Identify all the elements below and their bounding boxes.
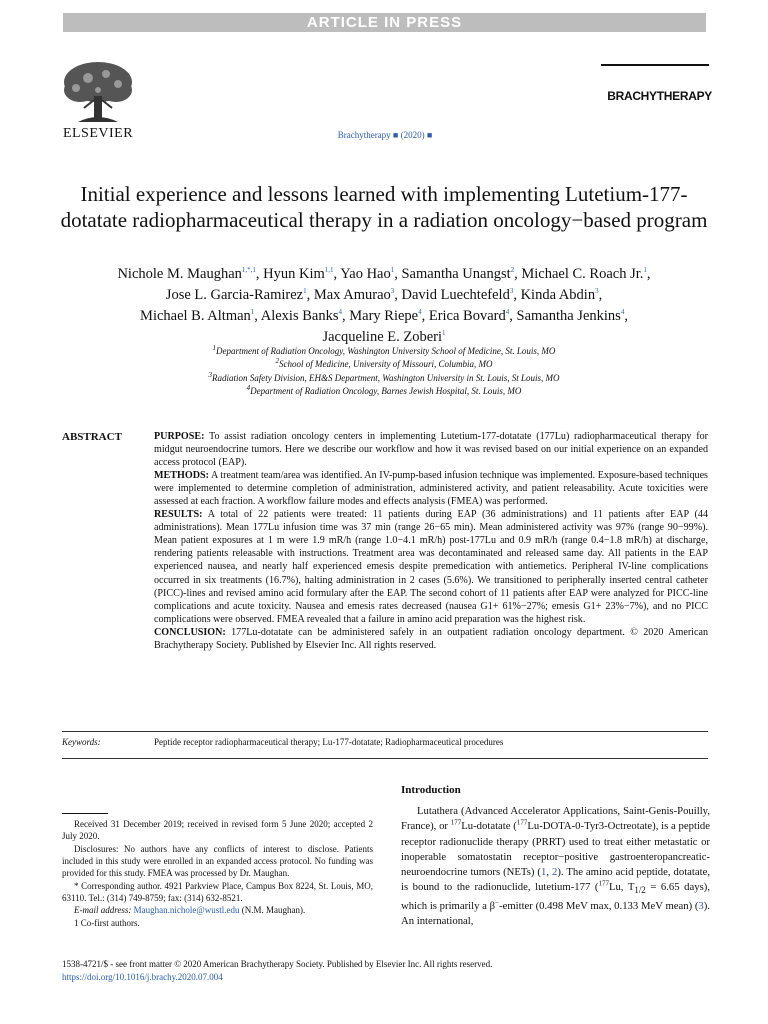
author-name: David Luechtefeld	[401, 287, 510, 303]
article-title: Initial experience and lessons learned with implementing Lutetium-177-dotatate radiopharmaceutical therapy in a radiation oncology−based program	[60, 182, 708, 232]
keywords-text: Peptide receptor radiopharmaceutical therapy; Lu-177-dotatate; Radiopharmaceutical procedures	[154, 737, 504, 747]
reference-link[interactable]: 2	[551, 866, 558, 879]
abstract-section	[154, 626, 708, 652]
author-affiliation-mark[interactable]: 4	[620, 308, 625, 317]
author-name: Jose L. Garcia-Ramirez	[165, 287, 304, 303]
email-link[interactable]: Maughan.nichole@wustl.edu	[133, 905, 240, 916]
author-name: Jacqueline E. Zoberi	[322, 329, 443, 345]
abstract-label: ABSTRACT	[62, 431, 122, 443]
reference-link[interactable]: 3	[698, 899, 704, 912]
abstract-section	[154, 469, 708, 508]
footnotes	[62, 818, 373, 929]
author-affiliation-mark[interactable]: 3	[390, 287, 395, 296]
intro-text-run: = 6.65 days), which is primarily a β	[401, 881, 710, 912]
journal-name-rule	[601, 64, 709, 66]
intro-subscript: 1/2	[634, 885, 646, 896]
intro-superscript: 177	[450, 818, 462, 827]
intro-text-run: ). An international,	[401, 899, 710, 928]
footnote-corresponding: * Corresponding author. 4921 Parkview Place, Campus Box 8224, St. Louis, MO, 63110. Tel.: (314) 749-8759; fax: (314) 632-8521.	[62, 880, 373, 904]
author-name: Samantha Jenkins	[516, 308, 621, 324]
keywords-divider	[62, 758, 708, 759]
abstract-section-heading: METHODS:	[154, 470, 209, 482]
author-affiliation-mark[interactable]: 1,*,1	[241, 266, 256, 275]
author-name: Michael B. Altman	[140, 308, 251, 324]
footnote-disclosures: Disclosures: No authors have any conflicts of interest to disclose. Patients included in this study were enrolled in an expanded access protocol. No funding was provided for this study. FMEA was processed by Dr. Maughan.	[62, 843, 373, 879]
affiliation-text: School of Medicine, University of Missouri, Columbia, MO	[279, 359, 493, 370]
intro-superscript: 177	[516, 818, 528, 827]
affiliation-text: Radiation Safety Division, EH&S Department, Washington University in St. Louis, St Louis, MO	[212, 372, 560, 383]
author-name: Kinda Abdin	[520, 287, 596, 303]
abstract-section-text: 177Lu-dotatate can be administered safely in an outpatient radiation oncology department. © 2020 American Brachytherapy Society. Published by Elsevier Inc. All rights reserved.	[154, 626, 708, 651]
affiliation-list	[100, 345, 668, 399]
abstract-section-heading: PURPOSE:	[154, 431, 205, 442]
affiliation	[100, 372, 668, 385]
doi-link[interactable]: https://doi.org/10.1016/j.brachy.2020.07.004	[62, 972, 223, 982]
intro-text-run: Lu-dotatate (	[461, 820, 517, 833]
author-name: Samantha Unangst	[401, 266, 511, 282]
intro-superscript: 177	[598, 879, 609, 888]
abstract-section	[154, 508, 708, 625]
author-affiliation-mark[interactable]: 4	[338, 308, 342, 317]
introduction-text	[401, 804, 710, 930]
author-affiliation-mark[interactable]: 1	[303, 287, 307, 296]
author-name: Erica Bovard	[428, 308, 506, 324]
footnote-divider	[62, 813, 108, 814]
email-after: (N.M. Maughan).	[239, 905, 306, 916]
intro-superscript: −	[495, 898, 500, 907]
author-list: Nichole M. Maughan$^{1,*,1}$, Hyun Kim$^{1,1}$, Yao Hao$^1$, Samantha Unangst$^2$, Michael C. Roach Jr.$^1$, Jose L. Garcia-Ramirez$^1$, Max Amurao$^3$, David Luechtefeld$^3$, Kinda Abdin$^3$, Michael B. Altman$^1$, Alexis Banks$^4$, Mary Riepe$^4$, Erica Bovard$^4$, Samantha Jenkins$^4$, Jacqueline E. Zoberi$^1$	[117, 266, 651, 345]
journal-name: BRACHYTHERAPY	[607, 89, 712, 103]
affiliation-number: 1	[212, 344, 217, 352]
intro-text-run: ). The amino acid peptide, dotatate, is bound to the radionuclide, lutetium-177 (	[401, 866, 711, 894]
author-name: Nichole M. Maughan	[117, 266, 242, 282]
author-affiliation-mark[interactable]: 4	[505, 308, 510, 317]
abstract-section-text: To assist radiation oncology centers in implementing Lutetium-177-dotatate (177Lu) radiopharmaceutical therapy for midgut neuroendocrine tumors. Here we describe our workflow and how it was revised based on our initial experience on an expanded access protocol (EAP).	[154, 431, 708, 469]
abstract-body	[154, 430, 708, 652]
author-affiliation-mark[interactable]: 1	[390, 266, 395, 275]
introduction-heading: Introduction	[401, 784, 461, 796]
affiliation-number: 3	[208, 370, 213, 379]
abstract-divider	[62, 731, 708, 732]
author-affiliation-mark[interactable]: 1	[643, 266, 647, 275]
affiliation-text: Department of Radiation Oncology, Washington University School of Medicine, St. Louis, MO	[216, 346, 556, 356]
abstract-section-text: A treatment team/area was identified. An IV-pump-based infusion technique was implemented. Exposure-based techniques were implemented to determine completion of administration, administered activity, and patient releasability. Acute toxicities were assessed at each fraction. A workflow failure modes and effects analysis (FMEA) was performed.	[154, 470, 708, 508]
author-affiliation-mark[interactable]: 3	[509, 287, 514, 296]
footnote-email	[62, 904, 373, 916]
footnote-cofirst: 1 Co-first authors.	[74, 917, 140, 928]
author-name: Michael C. Roach Jr.	[521, 266, 644, 282]
author-affiliation-mark[interactable]: 2	[510, 266, 515, 275]
reference-link[interactable]: 1	[540, 866, 547, 879]
intro-text-run: -emitter (0.498 MeV max, 0.133 MeV mean) (	[499, 899, 699, 912]
author-affiliation-mark[interactable]: 1	[442, 329, 446, 338]
article-in-press-banner: ARTICLE IN PRESS	[63, 13, 706, 32]
author-affiliation-mark[interactable]: 3	[595, 287, 599, 296]
intro-text-run: Lu, T	[608, 881, 635, 894]
keywords-label: Keywords:	[62, 737, 101, 747]
author-affiliation-mark[interactable]: 4	[418, 308, 422, 317]
affiliation	[100, 385, 668, 398]
author-affiliation-mark[interactable]: 1,1	[324, 266, 334, 275]
affiliation-number: 2	[275, 357, 279, 366]
author-name: Max Amurao	[313, 287, 391, 303]
author-name: Alexis Banks	[260, 308, 339, 324]
intro-text-run: ,	[546, 866, 552, 879]
copyright-line: 1538-4721/$ - see front matter © 2020 American Brachytherapy Society. Published by Elsevier Inc. All rights reserved.	[62, 959, 493, 969]
intro-text-run: Lutathera (Advanced Accelerator Applications, Saint-Genis-Pouilly, France), or	[401, 805, 710, 833]
affiliation-number: 4	[246, 384, 251, 393]
author-name: Yao Hao	[340, 266, 391, 282]
abstract-section	[154, 430, 708, 469]
author-affiliation-mark[interactable]: 1	[250, 308, 255, 317]
abstract-section-text: A total of 22 patients were treated: 11 patients during EAP (36 administrations) and 11 patients after EAP (44 administrations). Mean 177Lu infusion time was 37 min (range 26−65 min). Mean administered activity was 97% (range 90−99%). Mean patient exposures at 1 m were 1.9 mR/h (range 1.0−4.1 mR/h) post-177Lu and 0.9 mR/h (range 0.4−1.8 mR/h) at discharge, rendering patients releasable with instructions. Treatment area was decontaminated and released same day. All patients in the EAP experienced nausea, and nearly half experienced emesis despite premedication with antiemetics. Peripheral IV-line complications occurred in six treatments (16.7%), halting administration in 2 cases (5.6%). We transitioned to peripherally inserted central catheter (PICC)-lines and revised amino acid formulary after the EAP. The second cohort of 11 patients after EAP were analyzed for PICC-line complications and acute toxicity. Nausea and emesis rates decreased (nausea G1+ 61%−27%; emesis G1+ 23%−7%), and no PICC complications were observed. FMEA revealed that a failure in amino acid preparation was the highest risk.	[154, 509, 708, 625]
author-name: Hyun Kim	[263, 266, 325, 282]
abstract-section-heading: CONCLUSION:	[154, 626, 226, 638]
affiliation	[100, 358, 668, 371]
affiliation	[100, 345, 668, 358]
publisher-name: ELSEVIER	[62, 126, 134, 141]
author-name: Mary Riepe	[349, 308, 419, 324]
email-label: E-mail address:	[74, 905, 132, 916]
journal-citation[interactable]: Brachytherapy ■ (2020) ■	[337, 130, 433, 140]
page-footer	[62, 958, 708, 984]
affiliation-text: Department of Radiation Oncology, Barnes Jewish Hospital, St. Louis, MO	[250, 386, 522, 397]
footnote-received: Received 31 December 2019; received in revised form 5 June 2020; accepted 2 July 2020.	[62, 819, 373, 842]
abstract-section-heading: RESULTS:	[154, 509, 203, 521]
intro-text-run: Lu-DOTA-0-Tyr3-Octreotate), is a peptide receptor radionuclide therapy (PRRT) used to treat either metastatic or inoperable somatostatin receptor−positive gastroenteropancreatic-neuroendocrine tumors (NETs) (	[401, 820, 711, 879]
